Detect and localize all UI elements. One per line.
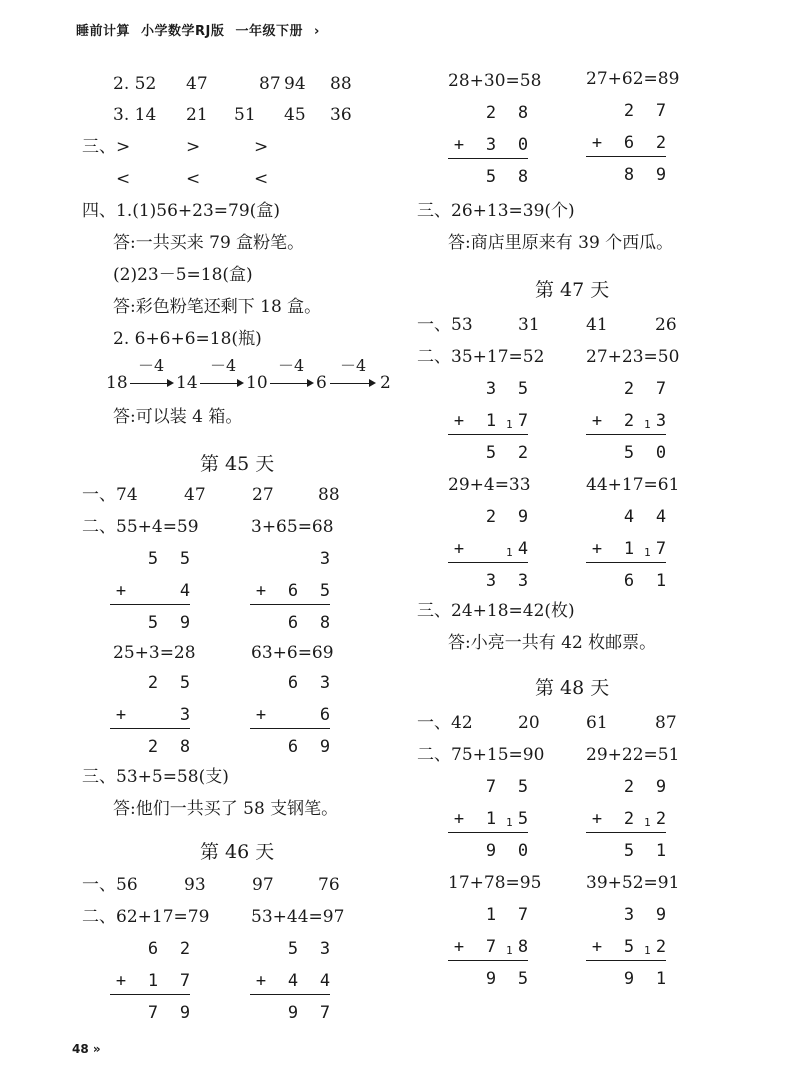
digit: 3 (623, 905, 635, 925)
digit: 7 (655, 539, 667, 559)
equation: 53+44=97 (251, 907, 345, 927)
answer-row: 一、53 (417, 315, 473, 335)
digit: 7 (655, 101, 667, 121)
equation: 二、62+17=79 (82, 907, 210, 927)
plus-sign: + (591, 809, 603, 829)
plus-sign: + (115, 705, 127, 725)
chain-number: 10 (246, 373, 268, 393)
subject-title: 小学数学RJ版 (141, 24, 225, 39)
plus-sign: + (255, 581, 267, 601)
answer-value: 47 (186, 74, 208, 94)
equation: 3+65=68 (251, 517, 334, 537)
sum-line (448, 960, 528, 961)
answer-value: 20 (518, 713, 540, 733)
answer-value: 88 (330, 74, 352, 94)
digit: 9 (655, 777, 667, 797)
digit: 4 (623, 507, 635, 527)
digit: 2 (147, 673, 159, 693)
digit: 2 (623, 101, 635, 121)
digit: 6 (319, 705, 331, 725)
digit: 2 (623, 809, 635, 829)
digit: 7 (179, 971, 191, 991)
digit: 4 (287, 971, 299, 991)
sum-line (250, 728, 330, 729)
book-title: 睡前计算 (76, 24, 131, 39)
answer-value: 36 (330, 105, 352, 125)
digit: 6 (287, 673, 299, 693)
equation: 25+3=28 (113, 643, 196, 663)
digit: 2 (623, 411, 635, 431)
digit: 9 (655, 165, 667, 185)
sum-line (586, 156, 666, 157)
digit: 1 (655, 571, 667, 591)
plus-sign: + (591, 937, 603, 957)
plus-sign: + (591, 411, 603, 431)
answer-value: 21 (186, 105, 208, 125)
plus-sign: + (591, 133, 603, 153)
answer-line: 答:可以装 4 箱。 (113, 407, 243, 427)
digit: 2 (147, 737, 159, 757)
digit: 3 (485, 379, 497, 399)
equation: 27+23=50 (586, 347, 680, 367)
sum-line (448, 434, 528, 435)
sum-line (250, 604, 330, 605)
digit: 7 (319, 1003, 331, 1023)
equation: 39+52=91 (586, 873, 680, 893)
answer-value: 61 (586, 713, 608, 733)
equation: 27+62=89 (586, 69, 680, 89)
digit: 7 (517, 905, 529, 925)
plus-sign: + (453, 135, 465, 155)
answer-row: 一、42 (417, 713, 473, 733)
digit: 2 (517, 443, 529, 463)
digit: 6 (287, 581, 299, 601)
digit: 5 (623, 841, 635, 861)
day-heading: 第 48 天 (535, 677, 610, 699)
plus-sign: + (453, 937, 465, 957)
sum-line (250, 994, 330, 995)
digit: 9 (179, 1003, 191, 1023)
digit: 8 (623, 165, 635, 185)
section-label: 三、 (82, 137, 116, 157)
digit: 9 (319, 737, 331, 757)
sum-line (448, 562, 528, 563)
digit: 5 (147, 549, 159, 569)
equation: 二、55+4=59 (82, 517, 199, 537)
plus-sign: + (453, 539, 465, 559)
answer-value: 27 (252, 485, 274, 505)
digit: 7 (485, 937, 497, 957)
digit: 5 (623, 937, 635, 957)
sum-line (586, 960, 666, 961)
compare-sign: < (254, 169, 269, 189)
digit: 5 (287, 939, 299, 959)
answer-value: 93 (184, 875, 206, 895)
digit: 3 (179, 705, 191, 725)
digit: 2 (623, 379, 635, 399)
answer-value: 94 (284, 74, 306, 94)
answer-row: 一、56 (82, 875, 138, 895)
answer-value: 97 (252, 875, 274, 895)
digit: 8 (517, 937, 529, 957)
chain-number: 6 (316, 373, 327, 393)
answer-row: 2. 52 (113, 74, 157, 94)
digit: 6 (287, 737, 299, 757)
sum-line (586, 434, 666, 435)
compare-sign: < (186, 169, 201, 189)
answer-value: 45 (284, 105, 306, 125)
sum-line (110, 604, 190, 605)
answer-value: 88 (318, 485, 340, 505)
digit: 3 (319, 939, 331, 959)
answer-value: 47 (184, 485, 206, 505)
digit: 6 (287, 613, 299, 633)
page-number: 48 » (72, 1042, 101, 1056)
compare-sign: > (116, 137, 131, 157)
problem-line: 三、24+18=42(枚) (417, 601, 575, 621)
sum-line (110, 728, 190, 729)
problem-line: (2)23－5=18(盒) (113, 265, 253, 285)
answer-line: 答:小亮一共有 42 枚邮票。 (448, 633, 657, 653)
sum-line (448, 158, 528, 159)
digit: 9 (517, 507, 529, 527)
digit: 7 (147, 1003, 159, 1023)
problem-line: 2. 6+6+6=18(瓶) (113, 329, 262, 349)
digit: 2 (655, 809, 667, 829)
digit: 2 (655, 937, 667, 957)
digit: 9 (485, 841, 497, 861)
sum-line (448, 832, 528, 833)
answer-line: 答:商店里原来有 39 个西瓜。 (448, 233, 674, 253)
plus-sign: + (453, 411, 465, 431)
carry-digit: 1 (644, 944, 651, 957)
answer-value: 31 (518, 315, 540, 335)
digit: 1 (623, 539, 635, 559)
digit: 6 (623, 133, 635, 153)
equation: 44+17=61 (586, 475, 680, 495)
chain-number: 18 (106, 373, 128, 393)
equation: 28+30=58 (448, 71, 542, 91)
digit: 9 (485, 969, 497, 989)
digit: 5 (147, 613, 159, 633)
digit: 5 (517, 379, 529, 399)
problem-line: 三、26+13=39(个) (417, 201, 575, 221)
digit: 9 (623, 969, 635, 989)
page-header (76, 20, 326, 39)
digit: 2 (179, 939, 191, 959)
answer-line: 答:彩色粉笔还剩下 18 盒。 (113, 297, 322, 317)
problem-line: 三、53+5=58(支) (82, 767, 229, 787)
answer-value: 76 (318, 875, 340, 895)
equation: 29+4=33 (448, 475, 531, 495)
carry-digit: 1 (506, 944, 513, 957)
compare-sign: < (116, 169, 131, 189)
plus-sign: + (453, 809, 465, 829)
plus-sign: + (115, 971, 127, 991)
digit: 8 (517, 103, 529, 123)
answer-value: 51 (234, 105, 256, 125)
digit: 8 (517, 167, 529, 187)
answer-value: 41 (586, 315, 608, 335)
digit: 6 (623, 571, 635, 591)
carry-digit: 1 (506, 418, 513, 431)
arrow-right-icon (330, 383, 374, 384)
equation: 17+78=95 (448, 873, 542, 893)
compare-sign: > (186, 137, 201, 157)
answer-value: 26 (655, 315, 677, 335)
carry-digit: 1 (506, 816, 513, 829)
problem-line: 四、1.(1)56+23=79(盒) (82, 201, 280, 221)
digit: 4 (517, 539, 529, 559)
answer-row: 3. 14 (113, 105, 157, 125)
answer-line: 答:一共买来 79 盒粉笔。 (113, 233, 305, 253)
answer-value: 87 (655, 713, 677, 733)
digit: 8 (179, 737, 191, 757)
digit: 5 (517, 777, 529, 797)
digit: 5 (319, 581, 331, 601)
digit: 1 (485, 905, 497, 925)
sum-line (586, 562, 666, 563)
plus-sign: + (255, 971, 267, 991)
compare-sign: > (254, 137, 269, 157)
day-heading: 第 47 天 (535, 279, 610, 301)
carry-digit: 1 (644, 418, 651, 431)
chevron-right-icon: › (313, 24, 320, 39)
equation: 29+22=51 (586, 745, 680, 765)
digit: 2 (485, 103, 497, 123)
digit: 5 (485, 443, 497, 463)
arrow-right-icon (200, 383, 242, 384)
digit: 9 (179, 613, 191, 633)
chain-number: 14 (176, 373, 198, 393)
digit: 0 (517, 841, 529, 861)
digit: 4 (179, 581, 191, 601)
sum-line (110, 994, 190, 995)
digit: 7 (655, 379, 667, 399)
digit: 0 (517, 135, 529, 155)
chain-step-label: －4 (278, 356, 305, 375)
day-heading: 第 46 天 (200, 841, 275, 863)
arrow-right-icon (130, 383, 172, 384)
arrow-right-icon (270, 383, 312, 384)
digit: 3 (485, 135, 497, 155)
digit: 5 (517, 969, 529, 989)
answer-row: 一、74 (82, 485, 138, 505)
digit: 5 (517, 809, 529, 829)
subtraction-chain (106, 356, 396, 394)
digit: 2 (655, 133, 667, 153)
digit: 1 (147, 971, 159, 991)
day-heading: 第 45 天 (200, 453, 275, 475)
chain-step-label: －4 (138, 356, 165, 375)
digit: 4 (655, 507, 667, 527)
digit: 0 (655, 443, 667, 463)
answer-value: 87 (259, 74, 281, 94)
digit: 1 (485, 411, 497, 431)
carry-digit: 1 (644, 816, 651, 829)
digit: 7 (517, 411, 529, 431)
digit: 3 (517, 571, 529, 591)
digit: 1 (655, 841, 667, 861)
digit: 5 (179, 549, 191, 569)
digit: 3 (485, 571, 497, 591)
digit: 1 (485, 809, 497, 829)
digit: 9 (287, 1003, 299, 1023)
digit: 5 (179, 673, 191, 693)
digit: 5 (485, 167, 497, 187)
equation: 二、35+17=52 (417, 347, 545, 367)
digit: 2 (485, 507, 497, 527)
chain-step-label: －4 (210, 356, 237, 375)
digit: 9 (655, 905, 667, 925)
digit: 7 (485, 777, 497, 797)
answer-line: 答:他们一共买了 58 支钢笔。 (113, 799, 339, 819)
sum-line (586, 832, 666, 833)
plus-sign: + (115, 581, 127, 601)
digit: 6 (147, 939, 159, 959)
grade-title: 一年级下册 (235, 24, 303, 39)
digit: 3 (655, 411, 667, 431)
plus-sign: + (255, 705, 267, 725)
digit: 3 (319, 549, 331, 569)
chain-number: 2 (380, 373, 391, 393)
equation: 二、75+15=90 (417, 745, 545, 765)
digit: 3 (319, 673, 331, 693)
digit: 1 (655, 969, 667, 989)
plus-sign: + (591, 539, 603, 559)
carry-digit: 1 (644, 546, 651, 559)
digit: 4 (319, 971, 331, 991)
digit: 5 (623, 443, 635, 463)
equation: 63+6=69 (251, 643, 334, 663)
digit: 8 (319, 613, 331, 633)
digit: 2 (623, 777, 635, 797)
chain-step-label: －4 (340, 356, 367, 375)
carry-digit: 1 (506, 546, 513, 559)
